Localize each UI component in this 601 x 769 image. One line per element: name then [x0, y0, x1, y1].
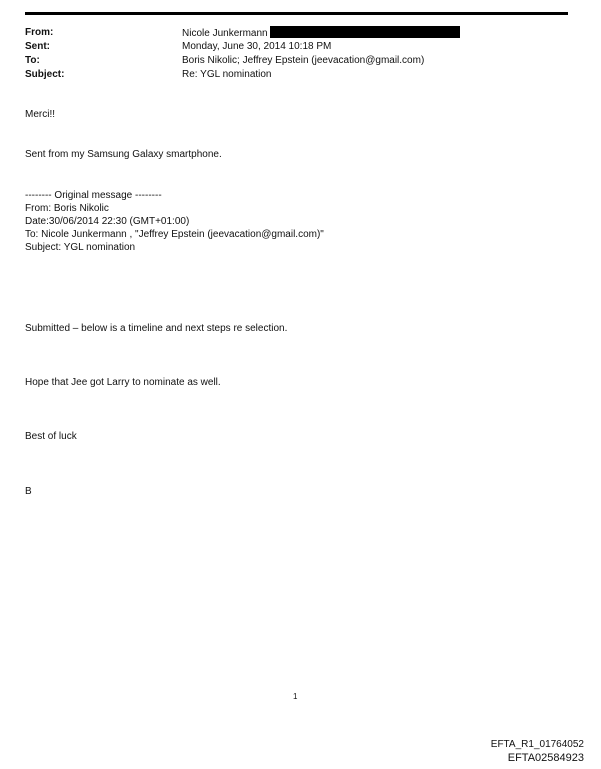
to-value: Boris Nikolic; Jeffrey Epstein (jeevacation@gmail.com)	[182, 55, 425, 66]
original-from: From: Boris Nikolic	[25, 203, 109, 214]
from-name: Nicole Junkermann	[182, 28, 268, 39]
original-subject: Subject: YGL nomination	[25, 242, 136, 253]
paragraph-submitted: Submitted – below is a timeline and next steps re selection.	[25, 323, 288, 334]
bates-stamp-1: EFTA_R1_01764052	[490, 739, 584, 750]
original-message-divider: -------- Original message --------	[25, 190, 162, 201]
subject-value: Re: YGL nomination	[182, 69, 272, 80]
to-label: To:	[25, 55, 40, 66]
from-label: From:	[25, 27, 54, 38]
original-to: To: Nicole Junkermann , "Jeffrey Epstein (jeevacation@gmail.com)"	[25, 229, 324, 240]
reply-text: Merci!!	[25, 109, 55, 120]
paragraph-hope: Hope that Jee got Larry to nominate as well.	[25, 377, 221, 388]
bates-stamp-2: EFTA02584923	[507, 752, 584, 764]
from-value	[182, 26, 460, 40]
paragraph-best-of-luck: Best of luck	[25, 431, 77, 442]
redaction-box	[270, 26, 460, 38]
mobile-signature: Sent from my Samsung Galaxy smartphone.	[25, 149, 222, 160]
sent-value: Monday, June 30, 2014 10:18 PM	[182, 41, 332, 52]
page-number: 1	[293, 692, 298, 701]
sent-label: Sent:	[25, 41, 50, 52]
original-date: Date:30/06/2014 22:30 (GMT+01:00)	[25, 216, 190, 227]
subject-label: Subject:	[25, 69, 65, 80]
top-rule	[25, 12, 568, 15]
paragraph-sign-off: B	[25, 486, 32, 497]
